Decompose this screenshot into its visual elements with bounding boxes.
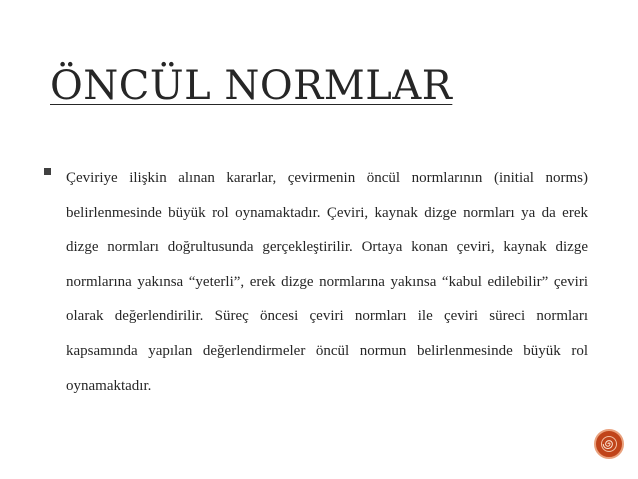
body-paragraph: Çeviriye ilişkin alınan kararlar, çevirmenin öncül normlarının (initial norms) belirlenmesinde büyük rol oynamaktadır. Çeviri, kaynak dizge normları ya da erek dizge normları doğrultusunda gerçekleştirilir. Ortaya konan çeviri, kaynak dizge normlarına yakınsa “yeterli”, erek dizge normlarına yakınsa “kabul edilebilir” çeviri olarak değerlendirilir. Süreç öncesi çeviri normları ile çeviri süreci normları kapsamında yapılan değerlendirmeler öncül normun belirlenmesinde büyük rol oynamaktadır. bbox=[66, 170, 588, 394]
swirl-badge-icon bbox=[594, 429, 624, 459]
square-bullet-icon bbox=[44, 168, 51, 175]
content-body bbox=[66, 161, 588, 403]
slide-title: ÖNCÜL NORMLAR bbox=[50, 63, 453, 109]
